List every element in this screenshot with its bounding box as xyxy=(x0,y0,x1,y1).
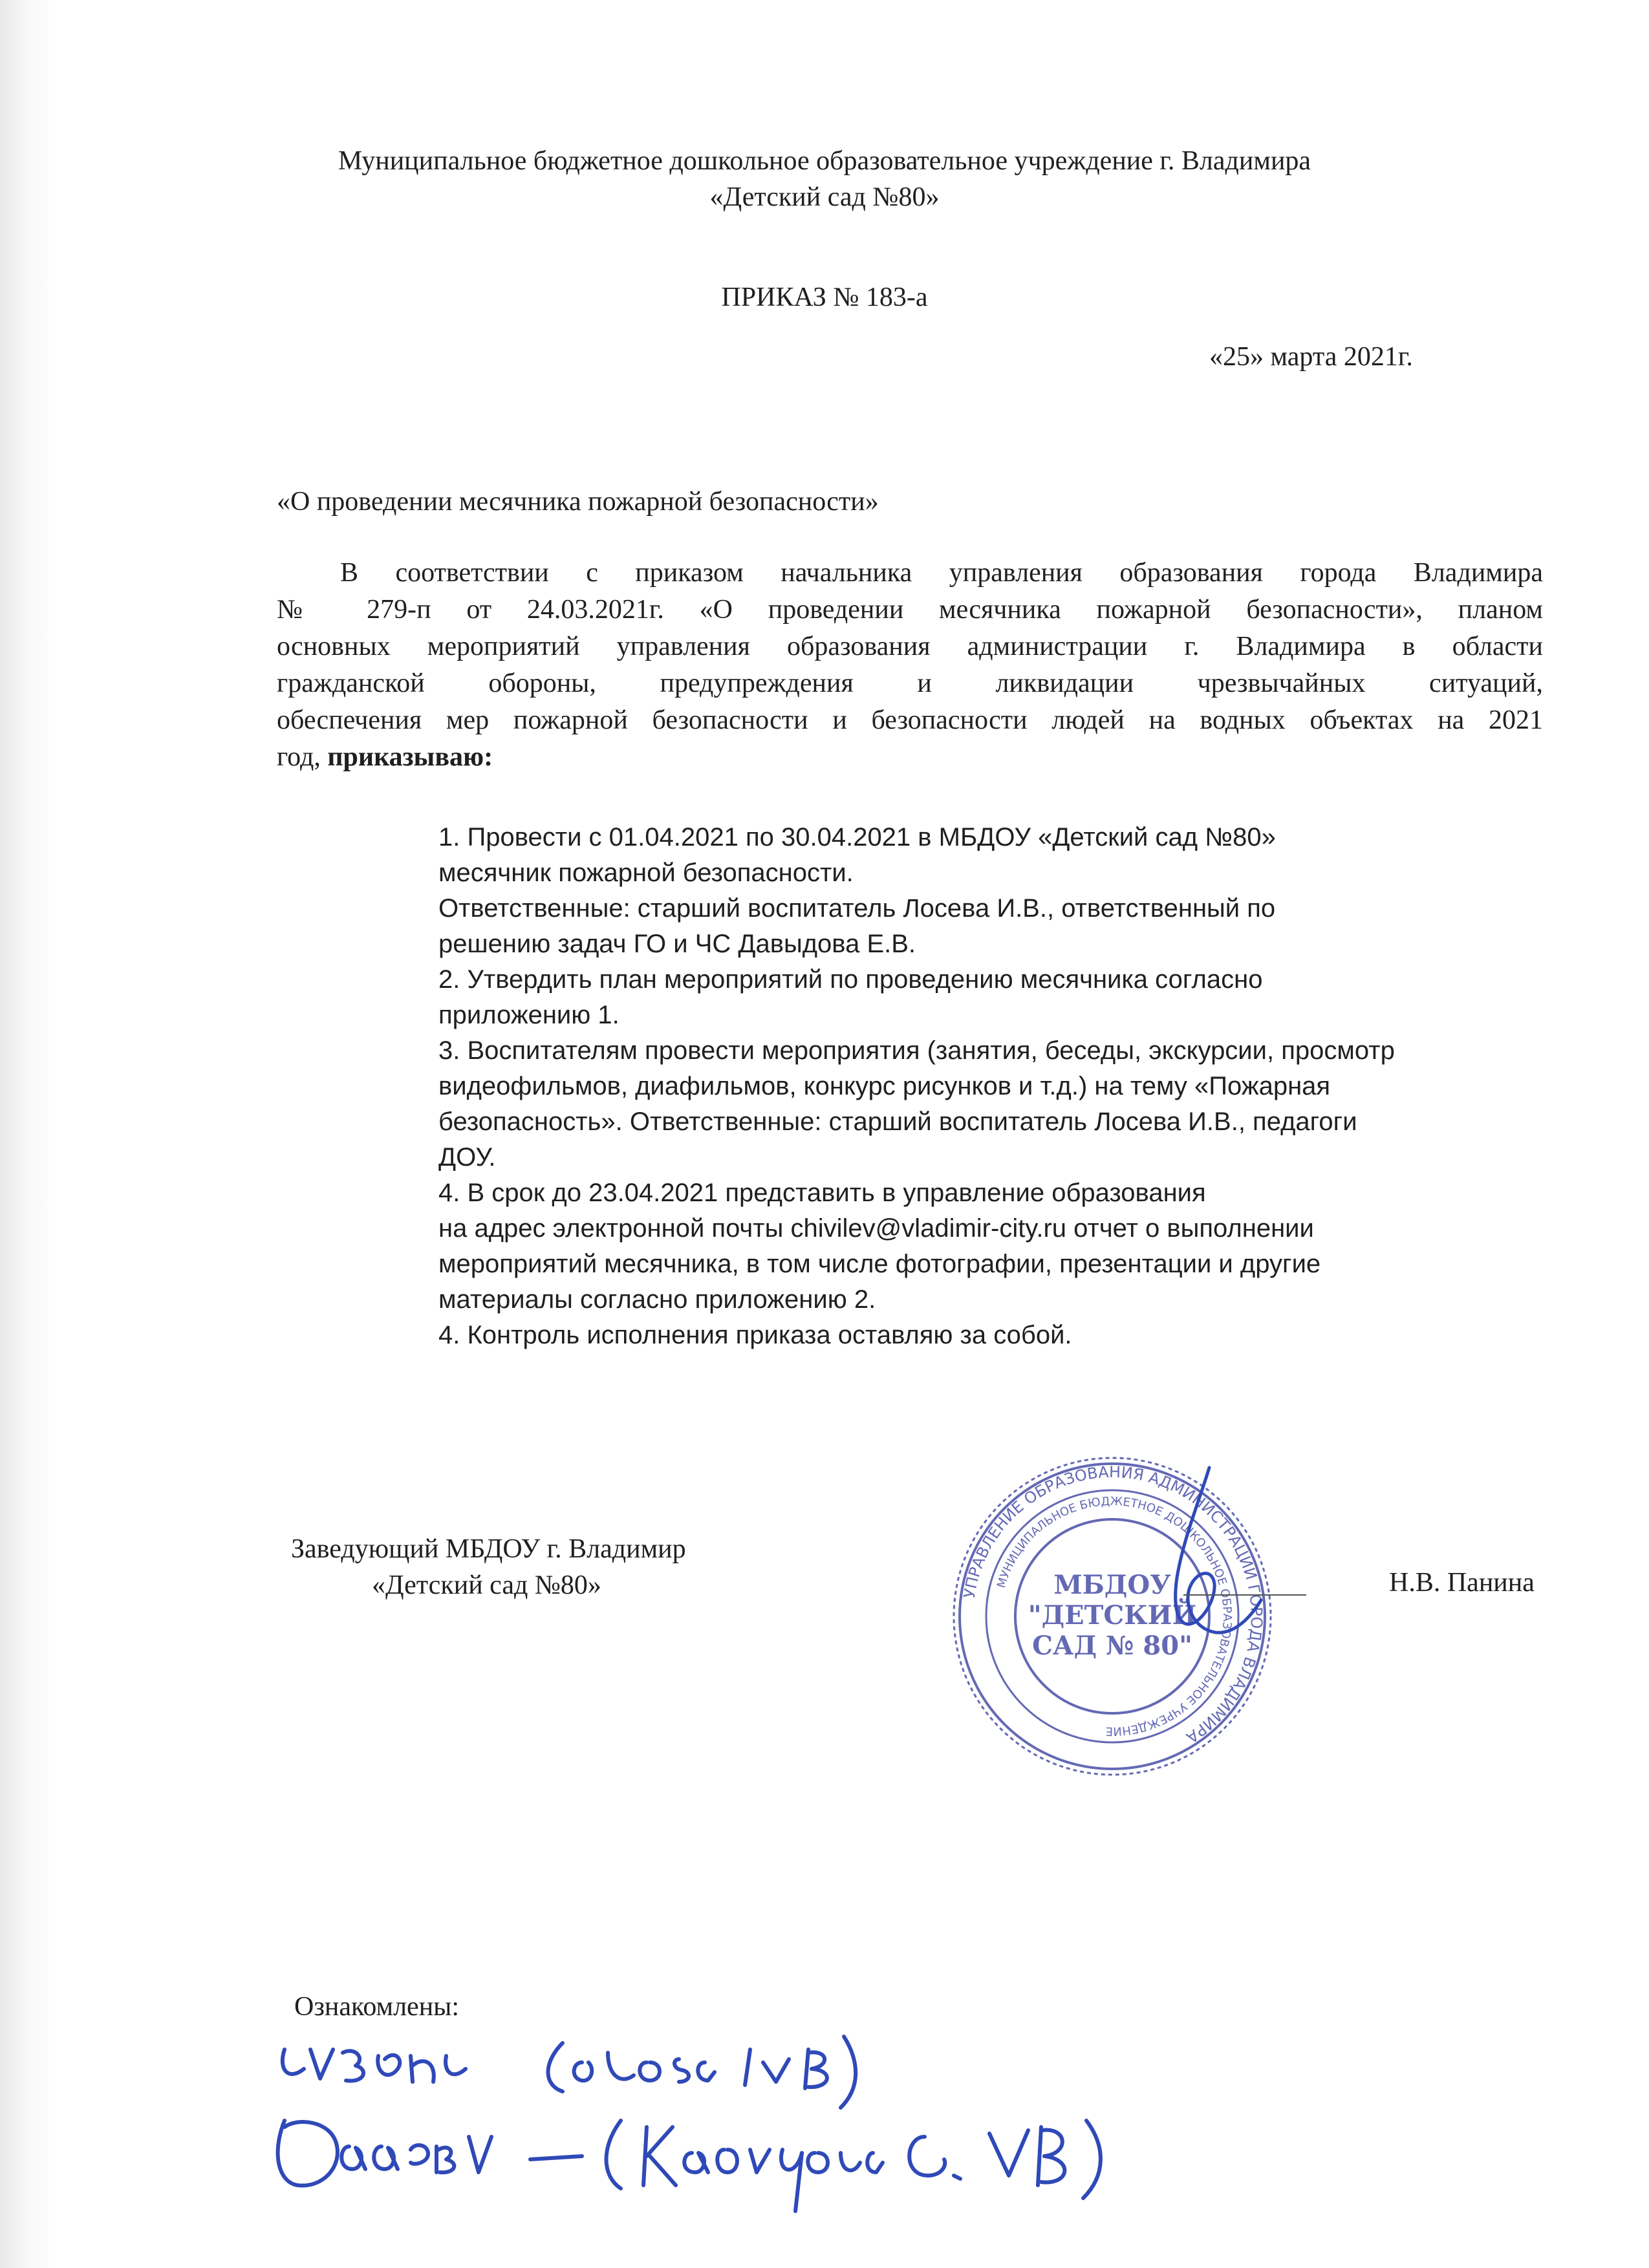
acknowledgement-label: Ознакомлены: xyxy=(294,1992,460,2022)
preamble-line: обеспечения мер пожарной безопасности и безопасности людей на водных объектах на 2021 xyxy=(277,705,1543,735)
signatory-position-line1: Заведующий МБДОУ г. Владимир xyxy=(291,1534,686,1564)
order-item-line: безопасность». Ответственные: старший воспитатель Лосева И.В., педагоги xyxy=(438,1107,1357,1136)
stamp-center-line1: МБДОУ xyxy=(1053,1570,1171,1600)
organization-name-line1: Муниципальное бюджетное дошкольное образовательное учреждение г. Владимира xyxy=(338,146,1311,176)
stamp-center-line3: САД № 80" xyxy=(1032,1631,1192,1661)
signatory-position xyxy=(291,1531,686,1603)
staff-handwritten-signatures xyxy=(259,2024,1229,2231)
preamble-line: основных мероприятий управления образования администрации г. Владимира в области xyxy=(277,632,1543,661)
preamble-line: № 279-п от 24.03.2021г. «О проведении месячника пожарной безопасности», планом xyxy=(277,595,1543,625)
order-keyword: приказываю: xyxy=(327,742,493,772)
stamp-ring-inner: МУНИЦИПАЛЬНОЕ БЮДЖЕТНОЕ ДОШКОЛЬНОЕ ОБРАЗОВАТЕЛЬНОЕ УЧРЕЖДЕНИЕ xyxy=(994,1494,1234,1738)
signatory-name: Н.В. Панина xyxy=(1389,1568,1535,1598)
stamp-center-line2: "ДЕТСКИЙ xyxy=(1028,1600,1197,1631)
preamble-line: гражданской обороны, предупреждения и ликвидации чрезвычайных ситуаций, xyxy=(277,669,1543,698)
organization-name-line2: «Детский сад №80» xyxy=(709,182,940,212)
order-item-line: на адрес электронной почты chivilev@vladimir-city.ru отчет о выполнении xyxy=(438,1214,1314,1243)
preamble-line: В соответствии с приказом начальника управления образования города Владимира xyxy=(340,558,1543,588)
order-date: «25» марта 2021г. xyxy=(1209,342,1413,372)
order-item-line: видеофильмов, диафильмов, конкурс рисунков и т.д.) на тему «Пожарная xyxy=(438,1072,1331,1100)
order-items xyxy=(438,820,1551,1353)
head-signature xyxy=(1138,1461,1267,1655)
signatory-position-line2: «Детский сад №80» xyxy=(372,1570,601,1600)
scan-edge-shadow xyxy=(0,0,58,2268)
stamp-ring-outer: УПРАВЛЕНИЕ ОБРАЗОВАНИЯ АДМИНИСТРАЦИИ ГОРОДА ВЛАДИМИРА xyxy=(960,1462,1266,1747)
order-item-line: месячник пожарной безопасности. xyxy=(438,859,854,887)
order-item-line: 4. Контроль исполнения приказа оставляю за собой. xyxy=(438,1321,1072,1349)
order-item-line: 3. Воспитателям провести мероприятия (занятия, беседы, экскурсии, просмотр xyxy=(438,1036,1395,1065)
order-preamble xyxy=(277,555,1543,776)
order-item-line: 2. Утвердить план мероприятий по проведению месячника согласно xyxy=(438,965,1263,994)
order-item-line: материалы согласно приложению 2. xyxy=(438,1285,876,1314)
order-item-line: решению задач ГО и ЧС Давыдова Е.В. xyxy=(438,930,916,958)
order-item-line: мероприятий месячника, в том числе фотографии, презентации и другие xyxy=(438,1250,1321,1278)
order-subject: «О проведении месячника пожарной безопасности» xyxy=(277,487,879,517)
preamble-last-text: год, xyxy=(277,742,328,772)
order-item-line: приложению 1. xyxy=(438,1001,620,1029)
order-item-line: 1. Провести с 01.04.2021 по 30.04.2021 в МБДОУ «Детский сад №80» xyxy=(438,823,1276,851)
order-title: ПРИКАЗ № 183-а xyxy=(721,283,928,312)
preamble-last-line xyxy=(277,739,1543,776)
order-item-line: 4. В срок до 23.04.2021 представить в управление образования xyxy=(438,1179,1206,1207)
order-item-line: ДОУ. xyxy=(438,1143,496,1171)
signature-line xyxy=(1183,1594,1306,1596)
order-item-line: Ответственные: старший воспитатель Лосева И.В., ответственный по xyxy=(438,894,1276,923)
